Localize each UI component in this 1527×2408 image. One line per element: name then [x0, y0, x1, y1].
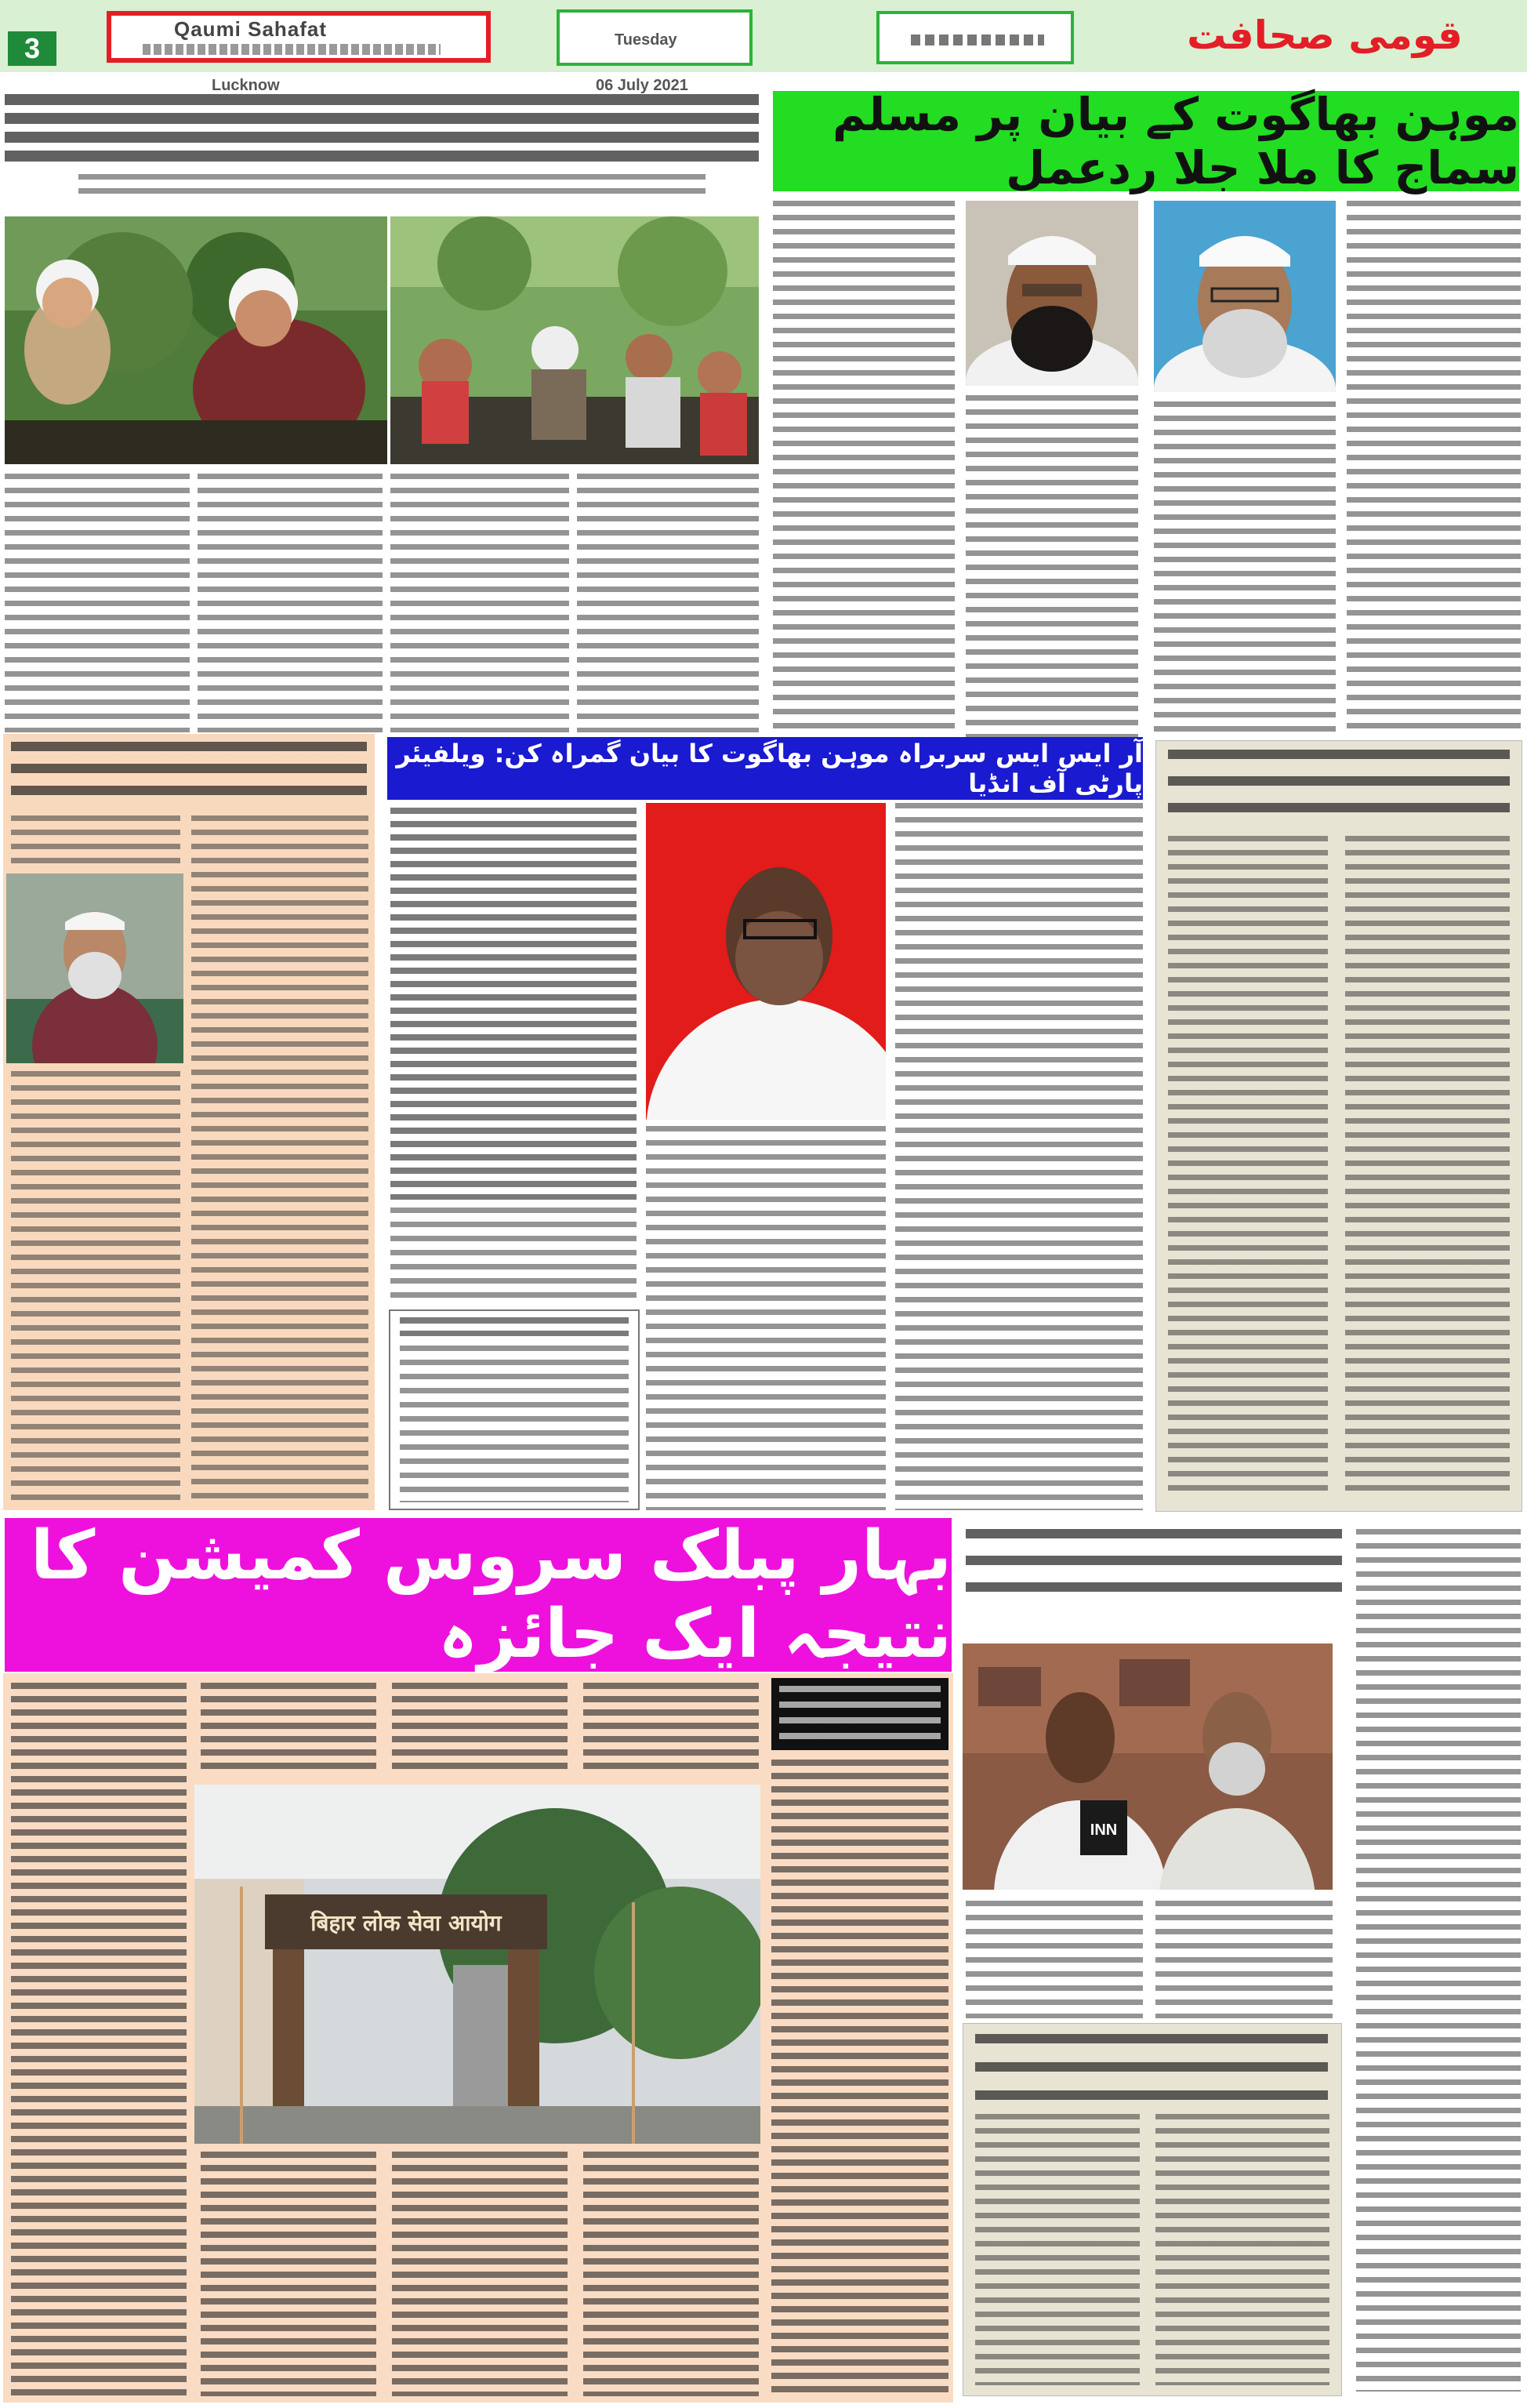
- paper-name-urdu: قومی صحافت: [1187, 13, 1463, 58]
- small-box-headline: [400, 1317, 629, 1336]
- masthead-urdu-date-placeholder: [911, 35, 1044, 45]
- paper-name-latin: Qaumi Sahafat: [174, 17, 328, 41]
- masthead-city: Lucknow: [212, 77, 280, 94]
- portrait-bearded-man-grey-image: [1154, 201, 1336, 392]
- grey-bottom-col-1: [975, 2114, 1140, 2385]
- salmon-story-portrait-image: [6, 873, 183, 1063]
- salmon-col-4: [191, 1168, 368, 1502]
- bpsc-byline-text: [779, 1686, 941, 1742]
- bhagwat-reaction-headline: موہن بھاگوت کے بیان پر مسلم سماج کا ملا جلا ردعمل: [832, 88, 1519, 194]
- inn-interview-photo-image: [963, 1643, 1333, 1890]
- bpsc-col-2b: [201, 2152, 376, 2396]
- bpsc-banner: [5, 1518, 952, 1672]
- portrait-bearded-man-grey: [1154, 201, 1336, 392]
- plantation-col-3: [390, 474, 569, 732]
- grey-bottom-col-2: [1155, 2114, 1329, 2385]
- portrait-bearded-man-black: [966, 201, 1138, 386]
- interview-col-right-top: [1356, 1529, 1521, 2392]
- portrait-bearded-man-black-image: [966, 201, 1138, 386]
- bhagwat-reaction-banner: [773, 88, 1519, 194]
- bhagwat-col-left: [773, 201, 955, 737]
- plantation-col-4: [577, 474, 759, 732]
- masthead-date-box: [557, 9, 753, 66]
- inn-interview-photo: [963, 1643, 1333, 1890]
- top-left-subhead-text: [78, 174, 705, 202]
- plantation-col-1: [5, 474, 190, 732]
- salmon-story-portrait: [6, 873, 183, 1063]
- masthead-day: Tuesday: [615, 31, 677, 49]
- page-number-badge: [8, 31, 56, 66]
- inn-logo: INN: [1090, 1821, 1118, 1839]
- bpsc-col-5: [771, 1760, 948, 2396]
- plantation-photo-right-image: [390, 216, 759, 464]
- grey-story-headline: [1168, 750, 1510, 823]
- bpsc-sign-text: बिहार लोक सेवा आयोग: [310, 1910, 502, 1936]
- bpsc-building-photo: [194, 1785, 760, 2144]
- welfare-party-headline: آر ایس ایس سربراہ موہن بھاگوت کا بیان گمراہ کن: ویلفیئر پارٹی آف انڈیا: [396, 739, 1143, 798]
- top-left-headline-text: [5, 94, 759, 165]
- welfare-party-banner: [387, 737, 1143, 800]
- bhagwat-col-mid-1: [966, 395, 1138, 737]
- salmon-story-headline: [11, 742, 367, 804]
- plantation-photo-left-image: [5, 216, 387, 464]
- bpsc-headline: بہار پبلک سروس کمیشن کا نتیجہ ایک جائزہ: [31, 1516, 952, 1673]
- welfare-party-portrait-image: [646, 803, 886, 1120]
- bpsc-col-3: [392, 1683, 568, 1774]
- small-box-text: [400, 1346, 629, 1502]
- page-number: 3: [24, 32, 41, 64]
- bpsc-col-1: [11, 1683, 187, 2396]
- grey-col-1: [1168, 836, 1328, 1499]
- salmon-col-3: [11, 1071, 180, 1502]
- bhagwat-col-right: [1347, 201, 1521, 737]
- grey-col-2: [1345, 836, 1510, 1499]
- bpsc-col-3b: [392, 2152, 568, 2396]
- masthead-subline: [143, 44, 441, 55]
- bpsc-building-photo-image: [194, 1785, 760, 2144]
- welfare-col-1: [390, 808, 637, 1200]
- bpsc-col-2: [201, 1683, 376, 1774]
- plantation-photo-right: [390, 216, 759, 464]
- salmon-col-2: [191, 815, 368, 1160]
- welfare-party-portrait: [646, 803, 886, 1120]
- interview-col-2: [1155, 1901, 1333, 2018]
- interview-col-1: [966, 1901, 1143, 2018]
- welfare-col-3: [895, 803, 1143, 1510]
- interview-headline: [966, 1529, 1342, 1607]
- bpsc-col-4b: [583, 2152, 759, 2396]
- salmon-col-1: [11, 815, 180, 870]
- masthead-urdu-date-box: [876, 11, 1074, 64]
- masthead-logo-box: [107, 11, 491, 63]
- bpsc-col-4: [583, 1683, 759, 1774]
- grey-bottom-headline: [975, 2034, 1328, 2105]
- plantation-col-2: [198, 474, 383, 732]
- welfare-col-2: [646, 1126, 886, 1510]
- plantation-photo-left: [5, 216, 387, 464]
- bhagwat-col-mid-2: [1154, 401, 1336, 737]
- welfare-col-1b: [390, 1208, 637, 1302]
- masthead-date: 06 July 2021: [596, 77, 688, 94]
